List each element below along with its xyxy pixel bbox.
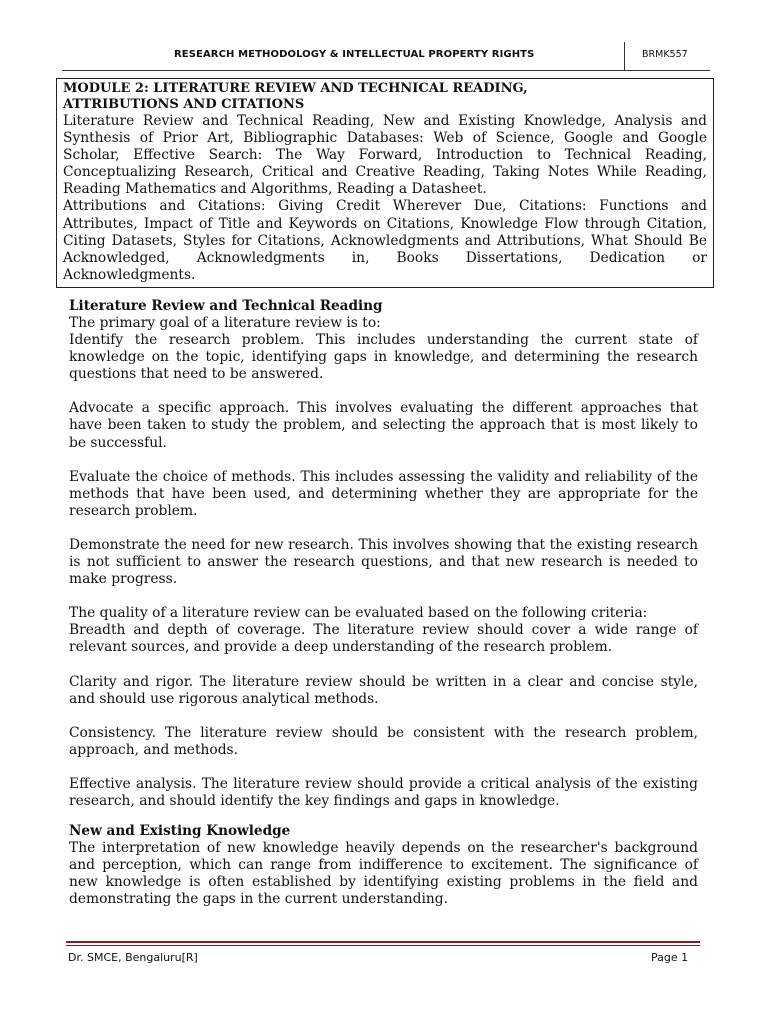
module-title-line-2: ATTRIBUTIONS AND CITATIONS xyxy=(63,97,305,112)
paragraph: Identify the research problem. This includes understanding the current state of knowledge on the topic, identifying gaps in knowledge, and determining the research questions that need to be answered. xyxy=(69,332,698,383)
module-body xyxy=(63,113,707,284)
footer-author: Dr. SMCE, Bengaluru[R] xyxy=(68,951,198,964)
page-header xyxy=(62,42,710,72)
paragraph: Demonstrate the need for new research. This involves showing that the existing research is not sufficient to answer the research questions, and that new research is needed to make progress. xyxy=(69,536,698,588)
paragraph: Clarity and rigor. The literature review should be written in a clear and concise style, and should use rigorous analytical methods. xyxy=(69,673,698,707)
footer-rule-thin xyxy=(66,945,700,946)
module-topics-paragraph-1: Literature Review and Technical Reading, New and Existing Knowledge, Analysis and Synthesis of Prior Art, Bibliographic Databases: Web of Science, Google and Google Scholar, Effective Search: The Way Forward, Introduction to Technical Reading, Conceptualizing Research, Critical and Creative Reading, Taking Notes While Reading, Reading Mathematics and Algorithms, Reading a Datasheet. xyxy=(63,113,707,198)
paragraph: The quality of a literature review can be evaluated based on the following criteria: xyxy=(69,605,648,622)
header-separator xyxy=(624,42,625,70)
paragraph: The primary goal of a literature review is to: xyxy=(69,315,381,331)
module-summary-box xyxy=(56,78,714,288)
module-title-line-1: MODULE 2: LITERATURE REVIEW AND TECHNICAL READING, xyxy=(63,81,528,96)
paragraph: The interpretation of new knowledge heavily depends on the researcher's background and perception, which can range from indifference to excitement. The significance of new knowledge is often established by identifying existing problems in the field and demonstrating the gaps in the current understanding. xyxy=(69,840,698,908)
section-heading-new-knowledge: New and Existing Knowledge xyxy=(69,823,291,840)
header-title: RESEARCH METHODOLOGY & INTELLECTUAL PROPERTY RIGHTS xyxy=(174,49,535,60)
paragraph: Effective analysis. The literature review should provide a critical analysis of the existing research, and should identify the key findings and gaps in knowledge. xyxy=(69,775,698,809)
module-topics-paragraph-2: Attributions and Citations: Giving Credit Wherever Due, Citations: Functions and Attributes, Impact of Title and Keywords on Citations, Knowledge Flow through Citation, Citing Datasets, Styles for Citations, Acknowledgments and Attributions, What Should Be Acknowledged, Acknowledgments in, Books Dissertations, Dedication or Acknowledgments. xyxy=(63,198,707,283)
paragraph: Advocate a specific approach. This involves evaluating the different approaches that have been taken to study the problem, and selecting the approach that is most likely to be successful. xyxy=(69,400,698,451)
section-heading-literature-review: Literature Review and Technical Reading xyxy=(69,298,383,314)
page-number: Page 1 xyxy=(651,951,689,964)
header-rule xyxy=(62,70,710,71)
main-content xyxy=(69,298,698,908)
course-code: BRMK557 xyxy=(642,49,688,60)
paragraph: Breadth and depth of coverage. The literature review should cover a wide range of relevant sources, and provide a deep understanding of the research problem. xyxy=(69,622,698,656)
paragraph: Consistency. The literature review should be consistent with the research problem, approach, and methods. xyxy=(69,724,698,758)
paragraph: Evaluate the choice of methods. This includes assessing the validity and reliability of the methods that have been used, and determining whether they are appropriate for the research problem. xyxy=(69,468,698,519)
footer-rule xyxy=(66,941,700,943)
